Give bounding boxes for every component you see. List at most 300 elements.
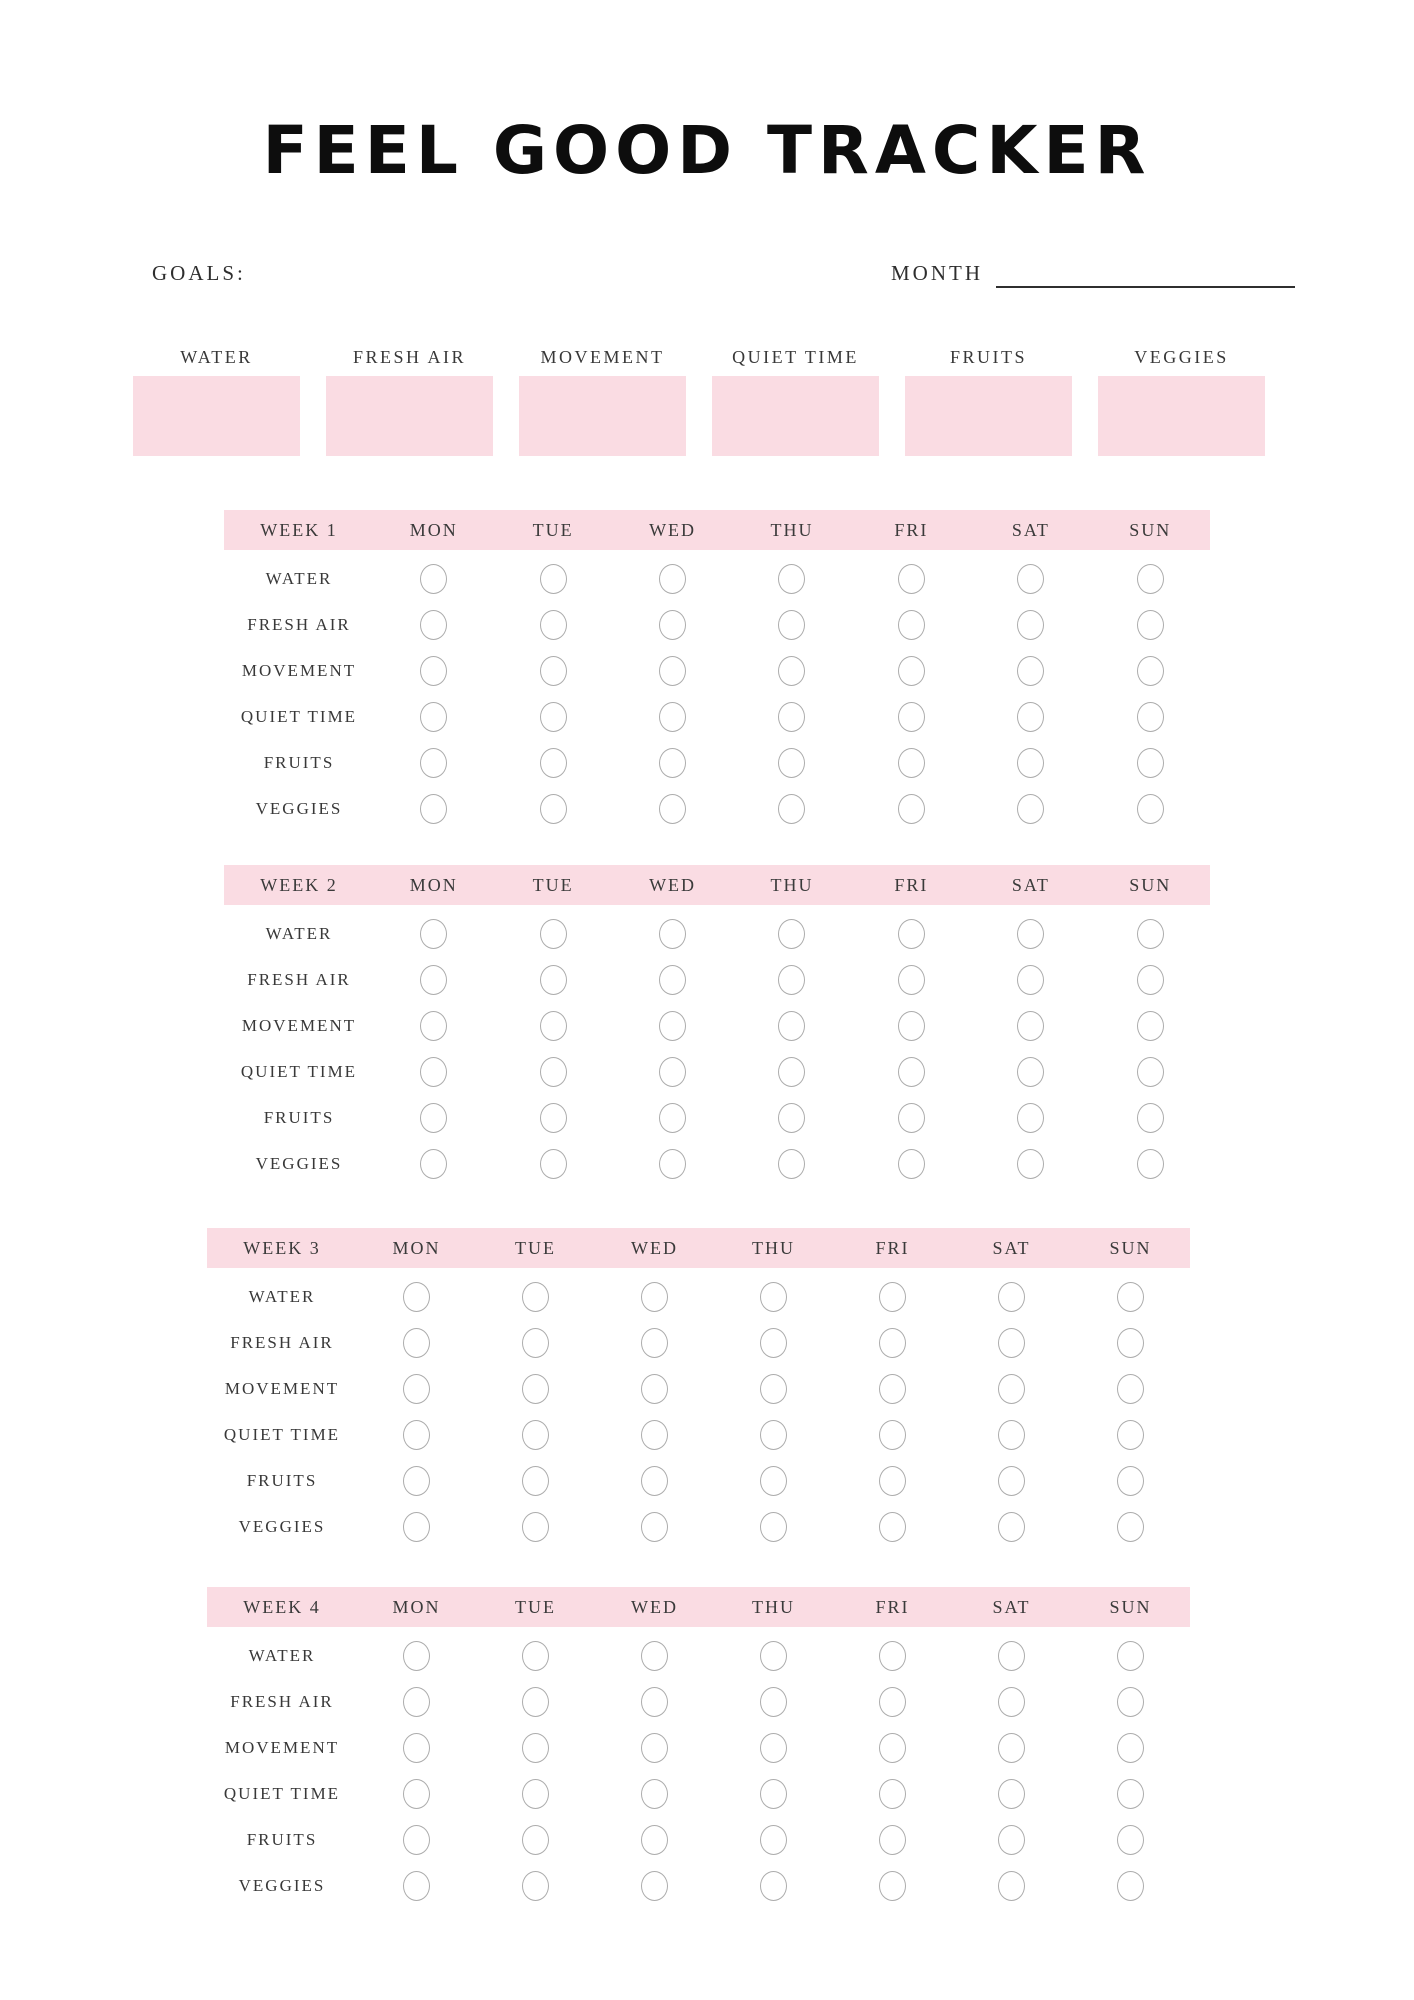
week-label: WEEK 2 bbox=[260, 874, 338, 895]
circle-cell bbox=[374, 564, 493, 594]
check-circle[interactable] bbox=[641, 1687, 668, 1717]
goal-write-in-box[interactable] bbox=[712, 376, 879, 456]
check-circle[interactable] bbox=[1137, 1149, 1164, 1179]
check-circle[interactable] bbox=[659, 794, 686, 824]
day-header: WED bbox=[649, 519, 697, 540]
circle-cell bbox=[971, 919, 1090, 949]
check-circle[interactable] bbox=[998, 1466, 1025, 1496]
circle-cell bbox=[714, 1374, 833, 1404]
check-circle[interactable] bbox=[420, 748, 447, 778]
check-circle[interactable] bbox=[998, 1420, 1025, 1450]
check-circle[interactable] bbox=[1117, 1420, 1144, 1450]
circle-cell bbox=[833, 1512, 952, 1542]
check-circle[interactable] bbox=[879, 1466, 906, 1496]
circle-cell bbox=[714, 1420, 833, 1450]
circle-cell bbox=[732, 610, 851, 640]
circle-cell bbox=[493, 794, 612, 824]
check-circle[interactable] bbox=[522, 1512, 549, 1542]
circle-cell bbox=[357, 1466, 476, 1496]
check-circle[interactable] bbox=[778, 919, 805, 949]
check-circle[interactable] bbox=[420, 1103, 447, 1133]
goal-write-in-box[interactable] bbox=[326, 376, 493, 456]
check-circle[interactable] bbox=[1137, 794, 1164, 824]
circle-cell bbox=[1071, 1641, 1190, 1671]
check-circle[interactable] bbox=[778, 794, 805, 824]
category-label: MOVEMENT bbox=[540, 347, 665, 367]
check-circle[interactable] bbox=[1137, 748, 1164, 778]
category-column bbox=[905, 344, 1072, 456]
week-label: WEEK 4 bbox=[243, 1596, 321, 1617]
check-circle[interactable] bbox=[898, 702, 925, 732]
check-circle[interactable] bbox=[540, 564, 567, 594]
habit-row bbox=[224, 1095, 1210, 1141]
habit-label: VEGGIES bbox=[255, 799, 343, 818]
check-circle[interactable] bbox=[420, 919, 447, 949]
habit-row bbox=[224, 1003, 1210, 1049]
circle-cell bbox=[613, 1149, 732, 1179]
habit-row bbox=[224, 1141, 1210, 1187]
check-circle[interactable] bbox=[1117, 1641, 1144, 1671]
check-circle[interactable] bbox=[1117, 1466, 1144, 1496]
check-circle[interactable] bbox=[522, 1328, 549, 1358]
check-circle[interactable] bbox=[641, 1374, 668, 1404]
check-circle[interactable] bbox=[540, 656, 567, 686]
circle-cell bbox=[613, 794, 732, 824]
check-circle[interactable] bbox=[420, 1149, 447, 1179]
check-circle[interactable] bbox=[1117, 1733, 1144, 1763]
check-circle[interactable] bbox=[540, 702, 567, 732]
check-circle[interactable] bbox=[879, 1687, 906, 1717]
check-circle[interactable] bbox=[403, 1512, 430, 1542]
check-circle[interactable] bbox=[760, 1871, 787, 1901]
circle-cell bbox=[493, 1149, 612, 1179]
check-circle[interactable] bbox=[540, 1011, 567, 1041]
check-circle[interactable] bbox=[522, 1825, 549, 1855]
circle-cell bbox=[833, 1328, 952, 1358]
check-circle[interactable] bbox=[998, 1282, 1025, 1312]
circle-cell bbox=[952, 1871, 1071, 1901]
check-circle[interactable] bbox=[1017, 919, 1044, 949]
check-circle[interactable] bbox=[1017, 656, 1044, 686]
check-circle[interactable] bbox=[760, 1328, 787, 1358]
goal-write-in-box[interactable] bbox=[519, 376, 686, 456]
check-circle[interactable] bbox=[879, 1641, 906, 1671]
check-circle[interactable] bbox=[641, 1825, 668, 1855]
check-circle[interactable] bbox=[659, 1103, 686, 1133]
check-circle[interactable] bbox=[540, 794, 567, 824]
circle-cell bbox=[613, 1011, 732, 1041]
check-circle[interactable] bbox=[403, 1687, 430, 1717]
day-header: WED bbox=[631, 1237, 678, 1258]
check-circle[interactable] bbox=[760, 1687, 787, 1717]
circle-cell bbox=[476, 1512, 595, 1542]
check-circle[interactable] bbox=[898, 794, 925, 824]
habit-label: FRUITS bbox=[246, 1471, 318, 1490]
habit-row bbox=[224, 648, 1210, 694]
check-circle[interactable] bbox=[898, 965, 925, 995]
circle-cell bbox=[732, 1103, 851, 1133]
check-circle[interactable] bbox=[641, 1512, 668, 1542]
day-header: MON bbox=[392, 1596, 441, 1617]
check-circle[interactable] bbox=[778, 748, 805, 778]
check-circle[interactable] bbox=[998, 1825, 1025, 1855]
circle-cell bbox=[493, 656, 612, 686]
check-circle[interactable] bbox=[1017, 1103, 1044, 1133]
habit-row bbox=[224, 786, 1210, 832]
circle-cell bbox=[1071, 1825, 1190, 1855]
check-circle[interactable] bbox=[659, 1057, 686, 1087]
check-circle[interactable] bbox=[879, 1282, 906, 1312]
week-body bbox=[224, 905, 1210, 1187]
check-circle[interactable] bbox=[898, 748, 925, 778]
habit-row bbox=[207, 1679, 1190, 1725]
category-label: VEGGIES bbox=[1134, 347, 1229, 367]
category-column bbox=[326, 344, 493, 456]
circle-cell bbox=[952, 1641, 1071, 1671]
circle-cell bbox=[732, 656, 851, 686]
circle-cell bbox=[493, 1011, 612, 1041]
circle-cell bbox=[374, 794, 493, 824]
check-circle[interactable] bbox=[1017, 1011, 1044, 1041]
check-circle[interactable] bbox=[879, 1374, 906, 1404]
habit-label: FRESH AIR bbox=[247, 970, 351, 989]
circle-cell bbox=[714, 1871, 833, 1901]
day-header: SUN bbox=[1129, 519, 1172, 540]
check-circle[interactable] bbox=[1017, 965, 1044, 995]
check-circle[interactable] bbox=[1137, 1103, 1164, 1133]
check-circle[interactable] bbox=[998, 1733, 1025, 1763]
circle-cell bbox=[1071, 1871, 1190, 1901]
check-circle[interactable] bbox=[1137, 1011, 1164, 1041]
check-circle[interactable] bbox=[998, 1374, 1025, 1404]
habit-row bbox=[224, 556, 1210, 602]
check-circle[interactable] bbox=[1137, 656, 1164, 686]
check-circle[interactable] bbox=[641, 1779, 668, 1809]
habit-row bbox=[207, 1863, 1190, 1909]
circle-cell bbox=[714, 1328, 833, 1358]
day-header: MON bbox=[392, 1237, 441, 1258]
check-circle[interactable] bbox=[1017, 564, 1044, 594]
check-circle[interactable] bbox=[1017, 748, 1044, 778]
habit-label: FRESH AIR bbox=[247, 615, 351, 634]
check-circle[interactable] bbox=[898, 656, 925, 686]
habit-row bbox=[207, 1633, 1190, 1679]
circle-cell bbox=[476, 1779, 595, 1809]
check-circle[interactable] bbox=[420, 794, 447, 824]
check-circle[interactable] bbox=[522, 1466, 549, 1496]
circle-cell bbox=[852, 702, 971, 732]
circle-cell bbox=[1071, 1512, 1190, 1542]
check-circle[interactable] bbox=[522, 1641, 549, 1671]
circle-cell bbox=[1091, 1057, 1210, 1087]
check-circle[interactable] bbox=[998, 1871, 1025, 1901]
category-label: WATER bbox=[180, 347, 253, 367]
habit-label: QUIET TIME bbox=[223, 1425, 341, 1444]
check-circle[interactable] bbox=[1017, 702, 1044, 732]
check-circle[interactable] bbox=[778, 1149, 805, 1179]
circle-cell bbox=[971, 965, 1090, 995]
check-circle[interactable] bbox=[420, 965, 447, 995]
check-circle[interactable] bbox=[522, 1733, 549, 1763]
check-circle[interactable] bbox=[540, 965, 567, 995]
check-circle[interactable] bbox=[659, 748, 686, 778]
goal-write-in-box[interactable] bbox=[133, 376, 300, 456]
habit-label: WATER bbox=[265, 569, 333, 588]
circle-cell bbox=[732, 1011, 851, 1041]
day-header: SUN bbox=[1109, 1237, 1152, 1258]
check-circle[interactable] bbox=[778, 564, 805, 594]
circle-cell bbox=[852, 1011, 971, 1041]
circle-cell bbox=[952, 1466, 1071, 1496]
circle-cell bbox=[613, 656, 732, 686]
circle-cell bbox=[613, 748, 732, 778]
check-circle[interactable] bbox=[998, 1512, 1025, 1542]
check-circle[interactable] bbox=[760, 1420, 787, 1450]
circle-cell bbox=[595, 1779, 714, 1809]
circle-cell bbox=[852, 610, 971, 640]
habit-row bbox=[207, 1817, 1190, 1863]
circle-cell bbox=[852, 1103, 971, 1133]
check-circle[interactable] bbox=[403, 1871, 430, 1901]
check-circle[interactable] bbox=[879, 1420, 906, 1450]
check-circle[interactable] bbox=[879, 1825, 906, 1855]
check-circle[interactable] bbox=[641, 1466, 668, 1496]
check-circle[interactable] bbox=[641, 1420, 668, 1450]
circle-cell bbox=[1091, 702, 1210, 732]
check-circle[interactable] bbox=[998, 1779, 1025, 1809]
habit-label: FRESH AIR bbox=[230, 1692, 334, 1711]
check-circle[interactable] bbox=[403, 1420, 430, 1450]
check-circle[interactable] bbox=[403, 1466, 430, 1496]
check-circle[interactable] bbox=[760, 1733, 787, 1763]
check-circle[interactable] bbox=[522, 1779, 549, 1809]
check-circle[interactable] bbox=[403, 1328, 430, 1358]
check-circle[interactable] bbox=[1017, 1057, 1044, 1087]
month-input-line[interactable] bbox=[996, 264, 1295, 288]
check-circle[interactable] bbox=[641, 1641, 668, 1671]
check-circle[interactable] bbox=[420, 564, 447, 594]
check-circle[interactable] bbox=[522, 1374, 549, 1404]
circle-cell bbox=[1091, 748, 1210, 778]
check-circle[interactable] bbox=[879, 1779, 906, 1809]
check-circle[interactable] bbox=[1017, 794, 1044, 824]
goals-month-row bbox=[152, 258, 1295, 288]
circle-cell bbox=[357, 1733, 476, 1763]
circle-cell bbox=[357, 1420, 476, 1450]
circle-cell bbox=[493, 919, 612, 949]
habit-row bbox=[207, 1504, 1190, 1550]
check-circle[interactable] bbox=[1117, 1825, 1144, 1855]
habit-row bbox=[207, 1274, 1190, 1320]
habit-row bbox=[207, 1366, 1190, 1412]
check-circle[interactable] bbox=[898, 1149, 925, 1179]
check-circle[interactable] bbox=[659, 1149, 686, 1179]
circle-cell bbox=[1071, 1374, 1190, 1404]
habit-row bbox=[207, 1412, 1190, 1458]
check-circle[interactable] bbox=[540, 610, 567, 640]
check-circle[interactable] bbox=[403, 1779, 430, 1809]
check-circle[interactable] bbox=[522, 1420, 549, 1450]
check-circle[interactable] bbox=[1017, 610, 1044, 640]
circle-cell bbox=[613, 919, 732, 949]
check-circle[interactable] bbox=[1117, 1328, 1144, 1358]
habit-label: MOVEMENT bbox=[241, 1016, 357, 1035]
goal-write-in-box[interactable] bbox=[1098, 376, 1265, 456]
circle-cell bbox=[833, 1641, 952, 1671]
circle-cell bbox=[833, 1687, 952, 1717]
circle-cell bbox=[476, 1466, 595, 1496]
check-circle[interactable] bbox=[522, 1282, 549, 1312]
check-circle[interactable] bbox=[540, 1103, 567, 1133]
circle-cell bbox=[595, 1374, 714, 1404]
check-circle[interactable] bbox=[1137, 564, 1164, 594]
day-header: MON bbox=[409, 519, 458, 540]
circle-cell bbox=[613, 1057, 732, 1087]
circle-cell bbox=[357, 1641, 476, 1671]
circle-cell bbox=[833, 1733, 952, 1763]
circle-cell bbox=[1071, 1282, 1190, 1312]
check-circle[interactable] bbox=[998, 1641, 1025, 1671]
check-circle[interactable] bbox=[898, 1011, 925, 1041]
circle-cell bbox=[613, 965, 732, 995]
check-circle[interactable] bbox=[879, 1871, 906, 1901]
page-title: FEEL GOOD TRACKER bbox=[262, 112, 1152, 189]
check-circle[interactable] bbox=[540, 919, 567, 949]
category-label: QUIET TIME bbox=[732, 347, 859, 367]
circle-cell bbox=[493, 1057, 612, 1087]
check-circle[interactable] bbox=[760, 1641, 787, 1671]
check-circle[interactable] bbox=[420, 1057, 447, 1087]
check-circle[interactable] bbox=[403, 1733, 430, 1763]
table-gap bbox=[0, 832, 1414, 865]
check-circle[interactable] bbox=[760, 1512, 787, 1542]
circle-cell bbox=[714, 1641, 833, 1671]
check-circle[interactable] bbox=[403, 1282, 430, 1312]
check-circle[interactable] bbox=[898, 919, 925, 949]
check-circle[interactable] bbox=[898, 610, 925, 640]
circle-cell bbox=[595, 1328, 714, 1358]
check-circle[interactable] bbox=[641, 1328, 668, 1358]
check-circle[interactable] bbox=[760, 1374, 787, 1404]
check-circle[interactable] bbox=[778, 702, 805, 732]
circle-cell bbox=[1071, 1733, 1190, 1763]
check-circle[interactable] bbox=[1117, 1374, 1144, 1404]
month-group bbox=[891, 258, 1295, 288]
circle-cell bbox=[852, 748, 971, 778]
week-label: WEEK 3 bbox=[243, 1237, 321, 1258]
check-circle[interactable] bbox=[540, 1149, 567, 1179]
check-circle[interactable] bbox=[778, 610, 805, 640]
circle-cell bbox=[595, 1687, 714, 1717]
check-circle[interactable] bbox=[659, 919, 686, 949]
check-circle[interactable] bbox=[403, 1825, 430, 1855]
check-circle[interactable] bbox=[898, 1103, 925, 1133]
check-circle[interactable] bbox=[522, 1687, 549, 1717]
check-circle[interactable] bbox=[1117, 1779, 1144, 1809]
check-circle[interactable] bbox=[1137, 919, 1164, 949]
circle-cell bbox=[357, 1328, 476, 1358]
check-circle[interactable] bbox=[1137, 965, 1164, 995]
check-circle[interactable] bbox=[420, 702, 447, 732]
check-circle[interactable] bbox=[659, 702, 686, 732]
check-circle[interactable] bbox=[1117, 1512, 1144, 1542]
check-circle[interactable] bbox=[778, 1011, 805, 1041]
check-circle[interactable] bbox=[778, 1057, 805, 1087]
check-circle[interactable] bbox=[659, 610, 686, 640]
check-circle[interactable] bbox=[879, 1328, 906, 1358]
check-circle[interactable] bbox=[659, 1011, 686, 1041]
goal-write-in-box[interactable] bbox=[905, 376, 1072, 456]
check-circle[interactable] bbox=[420, 1011, 447, 1041]
habit-label: FRESH AIR bbox=[230, 1333, 334, 1352]
day-header: TUE bbox=[532, 874, 574, 895]
check-circle[interactable] bbox=[522, 1871, 549, 1901]
check-circle[interactable] bbox=[879, 1512, 906, 1542]
check-circle[interactable] bbox=[998, 1328, 1025, 1358]
check-circle[interactable] bbox=[659, 564, 686, 594]
check-circle[interactable] bbox=[778, 965, 805, 995]
check-circle[interactable] bbox=[760, 1282, 787, 1312]
check-circle[interactable] bbox=[898, 1057, 925, 1087]
circle-cell bbox=[952, 1374, 1071, 1404]
check-circle[interactable] bbox=[641, 1871, 668, 1901]
check-circle[interactable] bbox=[898, 564, 925, 594]
circle-cell bbox=[374, 965, 493, 995]
circle-cell bbox=[852, 919, 971, 949]
week-body bbox=[207, 1627, 1190, 1909]
circle-cell bbox=[374, 1149, 493, 1179]
check-circle[interactable] bbox=[879, 1733, 906, 1763]
circle-cell bbox=[613, 564, 732, 594]
circle-cell bbox=[732, 748, 851, 778]
check-circle[interactable] bbox=[540, 1057, 567, 1087]
category-column bbox=[133, 344, 300, 456]
week-table bbox=[207, 1587, 1190, 1909]
check-circle[interactable] bbox=[778, 656, 805, 686]
circle-cell bbox=[971, 1011, 1090, 1041]
check-circle[interactable] bbox=[760, 1466, 787, 1496]
circle-cell bbox=[732, 794, 851, 824]
check-circle[interactable] bbox=[760, 1825, 787, 1855]
check-circle[interactable] bbox=[403, 1374, 430, 1404]
check-circle[interactable] bbox=[1137, 702, 1164, 732]
check-circle[interactable] bbox=[659, 965, 686, 995]
check-circle[interactable] bbox=[1137, 1057, 1164, 1087]
check-circle[interactable] bbox=[1017, 1149, 1044, 1179]
check-circle[interactable] bbox=[420, 656, 447, 686]
check-circle[interactable] bbox=[1117, 1687, 1144, 1717]
check-circle[interactable] bbox=[1137, 610, 1164, 640]
circle-cell bbox=[1091, 1149, 1210, 1179]
circle-cell bbox=[971, 1103, 1090, 1133]
check-circle[interactable] bbox=[1117, 1282, 1144, 1312]
week-header-row bbox=[224, 865, 1210, 905]
check-circle[interactable] bbox=[760, 1779, 787, 1809]
week-header-row bbox=[207, 1228, 1190, 1268]
check-circle[interactable] bbox=[659, 656, 686, 686]
check-circle[interactable] bbox=[403, 1641, 430, 1671]
check-circle[interactable] bbox=[641, 1282, 668, 1312]
check-circle[interactable] bbox=[998, 1687, 1025, 1717]
check-circle[interactable] bbox=[778, 1103, 805, 1133]
check-circle[interactable] bbox=[641, 1733, 668, 1763]
check-circle[interactable] bbox=[540, 748, 567, 778]
circle-cell bbox=[971, 656, 1090, 686]
circle-cell bbox=[493, 610, 612, 640]
day-header: SAT bbox=[1011, 874, 1050, 895]
check-circle[interactable] bbox=[1117, 1871, 1144, 1901]
check-circle[interactable] bbox=[420, 610, 447, 640]
